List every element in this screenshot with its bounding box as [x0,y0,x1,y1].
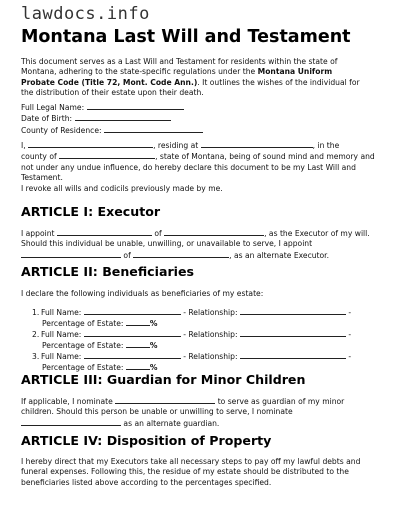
declaration-text: county of [21,152,57,162]
full-legal-name-field[interactable] [21,102,387,113]
blank-line[interactable] [201,140,313,148]
blank-line[interactable] [104,125,203,133]
blank-line[interactable] [57,228,152,236]
beneficiary-name-row [21,351,387,362]
beneficiary-item [21,351,387,373]
dash: - [348,330,352,339]
beneficiary-name-row [21,329,387,340]
intro-line: This document serves as a Last Will and Testament for residents within the state of [21,57,338,66]
field-label: County of Residence: [21,125,102,135]
percentage-label: Percentage of Estate: [42,363,124,372]
executor-text: , as an alternate Executor. [229,250,330,260]
relationship-label: - Relationship: [183,308,238,317]
document-title: Montana Last Will and Testament [21,27,351,47]
guardian-line [21,396,387,407]
relationship-label: - Relationship: [183,352,238,361]
declaration-line [21,151,387,162]
date-of-birth-field[interactable] [21,113,387,124]
executor-text: of [123,250,131,260]
blank-line[interactable] [240,351,346,359]
intro-paragraph [21,57,387,98]
beneficiary-name-row [21,307,387,318]
declaration-line [21,140,387,151]
declaration-text: , state of Montana, being of sound mind and memory and [155,152,375,162]
article-2-heading: ARTICLE II: Beneficiaries [21,264,195,279]
disposition-line: beneficiaries listed above according to the percentages specified. [21,477,272,487]
full-name-label: Full Name: [41,352,82,361]
blank-line[interactable] [21,250,121,258]
guardian-text: If applicable, I nominate [21,397,113,406]
executor-text: , as the Executor of my will. [264,229,370,238]
disposition-paragraph [21,457,387,488]
beneficiary-item [21,329,387,351]
blank-line[interactable] [126,340,150,348]
blank-line[interactable] [115,396,215,404]
executor-line: Should this individual be unable, unwilling, or unavailable to serve, I appoint [21,239,313,249]
percent-sign: % [149,341,158,350]
article-4-heading: ARTICLE IV: Disposition of Property [21,433,272,448]
item-number: 2. [32,330,40,339]
percentage-row [21,318,387,329]
code-citation: Probate Code (Title 72, Mont. Code Ann.) [21,77,198,87]
blank-line[interactable] [59,151,155,159]
article-1-heading: ARTICLE I: Executor [21,204,161,219]
disposition-line: funeral expenses. Following this, the residue of my estate should be distributed to the [21,467,349,477]
declaration-line: not under any undue influence, do hereby declare this document to be my Last Will and [21,162,356,172]
declaration-text: , in the [312,141,340,150]
guardian-line [21,418,387,429]
guardian-text: to serve as guardian of my minor [217,397,345,406]
site-logo[interactable]: lawdocs.info [21,4,150,24]
blank-line[interactable] [126,318,150,326]
beneficiary-item [21,307,387,329]
guardian-section [21,396,387,429]
executor-text: of [154,229,162,238]
dash: - [348,308,352,317]
blank-line[interactable] [133,250,229,258]
guardian-text: as an alternate guardian. [123,418,220,428]
personal-info-fields [21,102,387,136]
intro-text: Montana, adhering to the state-specific regulations under the [21,67,258,77]
percent-sign: % [149,363,158,372]
executor-line [21,228,387,239]
blank-line[interactable] [240,307,346,315]
beneficiary-list [21,307,387,373]
blank-line[interactable] [75,113,171,121]
intro-line [21,67,387,77]
blank-line[interactable] [240,329,346,337]
blank-line[interactable] [87,102,184,110]
intro-text: . It outlines the wishes of the individual for [197,77,360,87]
blank-line[interactable] [84,307,181,315]
declaration-paragraph [21,140,387,183]
dash: - [348,352,352,361]
blank-line[interactable] [84,351,181,359]
declaration-line: Testament. [21,172,63,182]
blank-line[interactable] [21,418,121,426]
percentage-label: Percentage of Estate: [42,341,124,350]
executor-section [21,228,387,261]
field-label: Full Legal Name: [21,103,85,112]
executor-text: I appoint [21,229,55,238]
relationship-label: - Relationship: [183,330,238,339]
executor-line [21,250,387,261]
field-label: Date of Birth: [21,114,73,124]
full-name-label: Full Name: [41,330,82,339]
blank-line[interactable] [84,329,181,337]
item-number: 1. [32,308,40,317]
intro-line [21,78,387,88]
intro-line: the distribution of their estate upon their death. [21,87,204,97]
guardian-line: children. Should this person be unable or unwilling to serve, I nominate [21,407,293,417]
code-name: Montana Uniform [257,67,333,77]
percentage-label: Percentage of Estate: [42,319,124,328]
declaration-text: I, [21,141,26,150]
blank-line[interactable] [126,362,150,370]
blank-line[interactable] [164,228,264,236]
blank-line[interactable] [28,140,153,148]
percentage-row [21,340,387,351]
full-name-label: Full Name: [41,308,82,317]
beneficiaries-intro: I declare the following individuals as beneficiaries of my estate: [21,289,264,298]
percent-sign: % [149,319,158,328]
item-number: 3. [32,352,40,361]
article-3-heading: ARTICLE III: Guardian for Minor Children [21,372,306,387]
county-of-residence-field[interactable] [21,125,387,136]
disposition-line: I hereby direct that my Executors take all necessary steps to pay off my lawful debts and [21,457,361,466]
declaration-text: , residing at [153,141,199,150]
revocation-statement: I revoke all wills and codicils previously made by me. [21,184,223,193]
